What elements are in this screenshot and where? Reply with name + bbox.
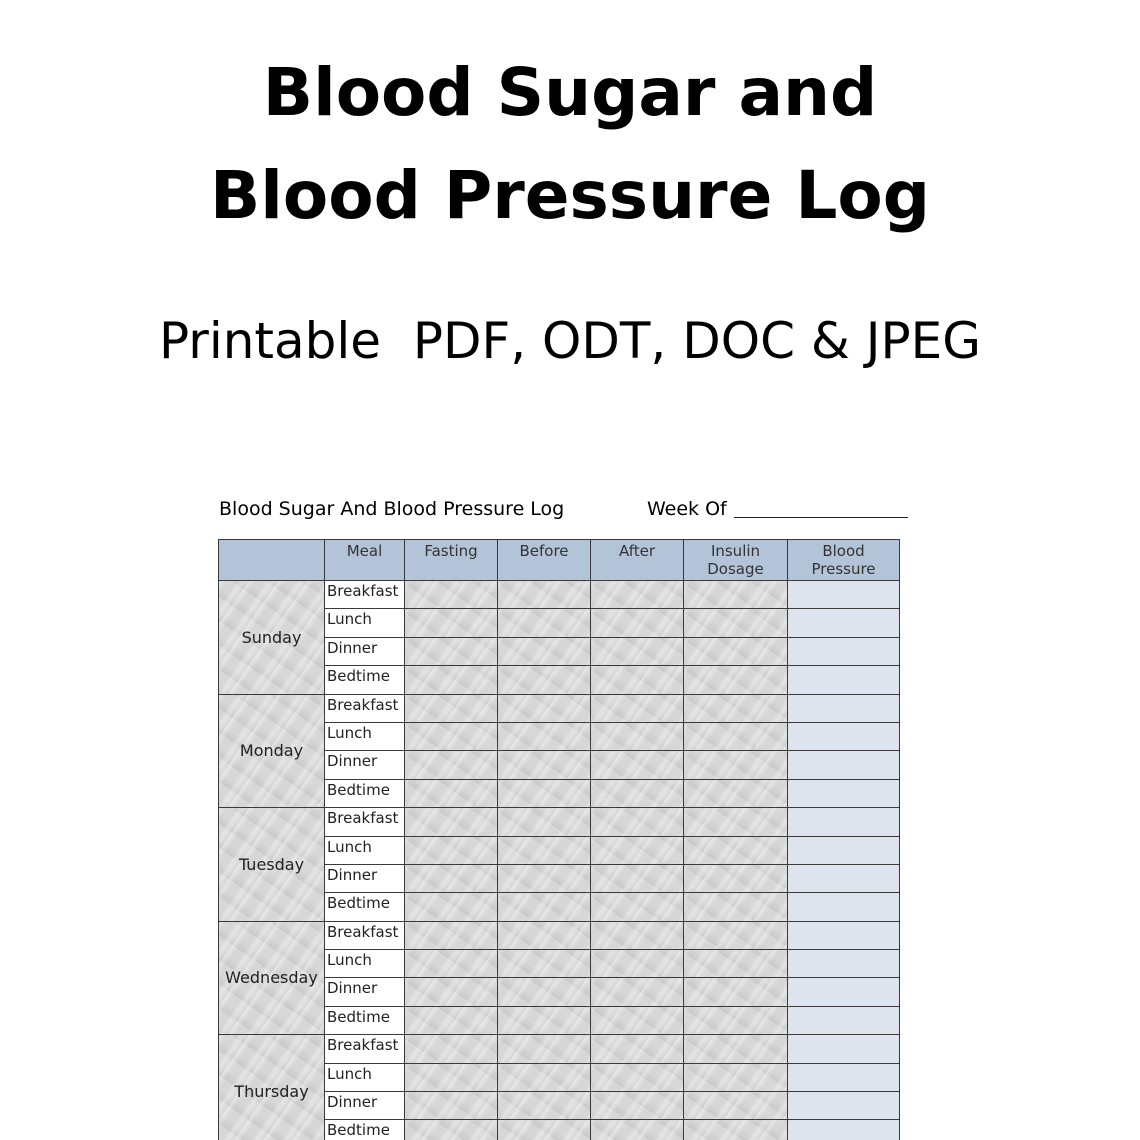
log-sheet-header — [219, 497, 909, 523]
insulin-dosage-cell[interactable] — [684, 808, 788, 836]
before-cell[interactable] — [498, 666, 591, 694]
before-cell[interactable] — [498, 836, 591, 864]
table-row — [219, 921, 900, 949]
before-cell[interactable] — [498, 722, 591, 750]
insulin-dosage-cell[interactable] — [684, 581, 788, 609]
after-cell[interactable] — [591, 779, 684, 807]
insulin-dosage-cell[interactable] — [684, 978, 788, 1006]
fasting-cell[interactable] — [405, 808, 498, 836]
meal-label: Bedtime — [325, 666, 405, 694]
column-header-insulin-dosage: Insulin Dosage — [684, 540, 788, 581]
insulin-dosage-cell[interactable] — [684, 921, 788, 949]
blood-pressure-cell[interactable] — [788, 836, 900, 864]
meal-label: Lunch — [325, 1063, 405, 1091]
blood-pressure-cell[interactable] — [788, 1006, 900, 1034]
table-body — [219, 581, 900, 1140]
promo-title-line-1: Blood Sugar and — [262, 54, 878, 131]
day-label: Wednesday — [219, 921, 325, 1035]
column-header-before: Before — [498, 540, 591, 581]
meal-label: Dinner — [325, 978, 405, 1006]
meal-label: Bedtime — [325, 1006, 405, 1034]
insulin-dosage-cell[interactable] — [684, 950, 788, 978]
insulin-dosage-cell[interactable] — [684, 779, 788, 807]
meal-label: Lunch — [325, 609, 405, 637]
fasting-cell[interactable] — [405, 666, 498, 694]
meal-label: Lunch — [325, 836, 405, 864]
before-cell[interactable] — [498, 921, 591, 949]
after-cell[interactable] — [591, 1035, 684, 1063]
meal-label: Breakfast — [325, 694, 405, 722]
promo-subtitle: Printable PDF, ODT, DOC & JPEG — [159, 312, 981, 370]
before-cell[interactable] — [498, 808, 591, 836]
after-cell[interactable] — [591, 722, 684, 750]
before-cell[interactable] — [498, 1035, 591, 1063]
insulin-dosage-cell[interactable] — [684, 1035, 788, 1063]
blood-pressure-cell[interactable] — [788, 978, 900, 1006]
after-cell[interactable] — [591, 1120, 684, 1140]
insulin-dosage-cell[interactable] — [684, 694, 788, 722]
blood-pressure-cell[interactable] — [788, 950, 900, 978]
blood-pressure-cell[interactable] — [788, 1063, 900, 1091]
table-row — [219, 1035, 900, 1063]
blood-pressure-cell[interactable] — [788, 864, 900, 892]
fasting-cell[interactable] — [405, 1063, 498, 1091]
after-cell[interactable] — [591, 751, 684, 779]
meal-label: Dinner — [325, 751, 405, 779]
after-cell[interactable] — [591, 581, 684, 609]
blood-pressure-cell[interactable] — [788, 722, 900, 750]
blood-pressure-cell[interactable] — [788, 751, 900, 779]
before-cell[interactable] — [498, 779, 591, 807]
before-cell[interactable] — [498, 751, 591, 779]
table-row — [219, 581, 900, 609]
meal-label: Breakfast — [325, 808, 405, 836]
meal-label: Bedtime — [325, 779, 405, 807]
insulin-dosage-cell[interactable] — [684, 1006, 788, 1034]
meal-label: Lunch — [325, 950, 405, 978]
table-row — [219, 694, 900, 722]
before-cell[interactable] — [498, 864, 591, 892]
meal-label: Dinner — [325, 637, 405, 665]
week-of-blank-line — [734, 517, 908, 518]
insulin-dosage-cell[interactable] — [684, 864, 788, 892]
after-cell[interactable] — [591, 808, 684, 836]
blood-pressure-cell[interactable] — [788, 694, 900, 722]
day-label: Sunday — [219, 581, 325, 695]
fasting-cell[interactable] — [405, 637, 498, 665]
fasting-cell[interactable] — [405, 921, 498, 949]
after-cell[interactable] — [591, 893, 684, 921]
meal-label: Dinner — [325, 864, 405, 892]
before-cell[interactable] — [498, 609, 591, 637]
insulin-dosage-cell[interactable] — [684, 836, 788, 864]
fasting-cell[interactable] — [405, 609, 498, 637]
meal-label: Breakfast — [325, 921, 405, 949]
before-cell[interactable] — [498, 694, 591, 722]
meal-label: Dinner — [325, 1092, 405, 1120]
before-cell[interactable] — [498, 581, 591, 609]
insulin-dosage-cell[interactable] — [684, 1120, 788, 1140]
fasting-cell[interactable] — [405, 751, 498, 779]
fasting-cell[interactable] — [405, 978, 498, 1006]
before-cell[interactable] — [498, 1092, 591, 1120]
insulin-dosage-cell[interactable] — [684, 1063, 788, 1091]
fasting-cell[interactable] — [405, 836, 498, 864]
after-cell[interactable] — [591, 864, 684, 892]
column-header-after: After — [591, 540, 684, 581]
blood-pressure-cell[interactable] — [788, 893, 900, 921]
before-cell[interactable] — [498, 978, 591, 1006]
meal-label: Breakfast — [325, 1035, 405, 1063]
column-header-blood-pressure: Blood Pressure — [788, 540, 900, 581]
before-cell[interactable] — [498, 893, 591, 921]
after-cell[interactable] — [591, 836, 684, 864]
fasting-cell[interactable] — [405, 893, 498, 921]
column-header-meal: Meal — [325, 540, 405, 581]
day-label: Thursday — [219, 1035, 325, 1140]
fasting-cell[interactable] — [405, 1092, 498, 1120]
fasting-cell[interactable] — [405, 722, 498, 750]
insulin-dosage-cell[interactable] — [684, 1092, 788, 1120]
after-cell[interactable] — [591, 921, 684, 949]
after-cell[interactable] — [591, 609, 684, 637]
log-sheet-title: Blood Sugar And Blood Pressure Log — [219, 498, 565, 520]
insulin-dosage-cell[interactable] — [684, 666, 788, 694]
meal-label: Breakfast — [325, 581, 405, 609]
blood-pressure-cell[interactable] — [788, 921, 900, 949]
before-cell[interactable] — [498, 1120, 591, 1140]
meal-label: Bedtime — [325, 1120, 405, 1140]
column-header-fasting: Fasting — [405, 540, 498, 581]
after-cell[interactable] — [591, 637, 684, 665]
insulin-dosage-cell[interactable] — [684, 609, 788, 637]
fasting-cell[interactable] — [405, 950, 498, 978]
before-cell[interactable] — [498, 637, 591, 665]
insulin-dosage-cell[interactable] — [684, 722, 788, 750]
blood-pressure-cell[interactable] — [788, 666, 900, 694]
day-label: Tuesday — [219, 808, 325, 922]
blood-pressure-cell[interactable] — [788, 1092, 900, 1120]
log-table — [218, 539, 900, 1140]
after-cell[interactable] — [591, 978, 684, 1006]
promo-title-line-2: Blood Pressure Log — [209, 157, 930, 234]
fasting-cell[interactable] — [405, 1120, 498, 1140]
fasting-cell[interactable] — [405, 694, 498, 722]
meal-label: Bedtime — [325, 893, 405, 921]
fasting-cell[interactable] — [405, 779, 498, 807]
after-cell[interactable] — [591, 1006, 684, 1034]
table-row — [219, 808, 900, 836]
insulin-dosage-cell[interactable] — [684, 751, 788, 779]
fasting-cell[interactable] — [405, 864, 498, 892]
after-cell[interactable] — [591, 950, 684, 978]
blood-pressure-cell[interactable] — [788, 637, 900, 665]
blood-pressure-cell[interactable] — [788, 808, 900, 836]
fasting-cell[interactable] — [405, 1006, 498, 1034]
insulin-dosage-cell[interactable] — [684, 893, 788, 921]
blood-pressure-cell[interactable] — [788, 581, 900, 609]
blood-pressure-cell[interactable] — [788, 609, 900, 637]
before-cell[interactable] — [498, 1063, 591, 1091]
blood-pressure-cell[interactable] — [788, 1035, 900, 1063]
after-cell[interactable] — [591, 1063, 684, 1091]
fasting-cell[interactable] — [405, 1035, 498, 1063]
before-cell[interactable] — [498, 950, 591, 978]
meal-label: Lunch — [325, 722, 405, 750]
column-header-day — [219, 540, 325, 581]
after-cell[interactable] — [591, 694, 684, 722]
fasting-cell[interactable] — [405, 581, 498, 609]
week-of-label: Week Of — [647, 498, 727, 520]
insulin-dosage-cell[interactable] — [684, 637, 788, 665]
after-cell[interactable] — [591, 1092, 684, 1120]
day-label: Monday — [219, 694, 325, 808]
before-cell[interactable] — [498, 1006, 591, 1034]
blood-pressure-cell[interactable] — [788, 1120, 900, 1140]
table-header-row — [219, 540, 900, 581]
blood-pressure-cell[interactable] — [788, 779, 900, 807]
after-cell[interactable] — [591, 666, 684, 694]
